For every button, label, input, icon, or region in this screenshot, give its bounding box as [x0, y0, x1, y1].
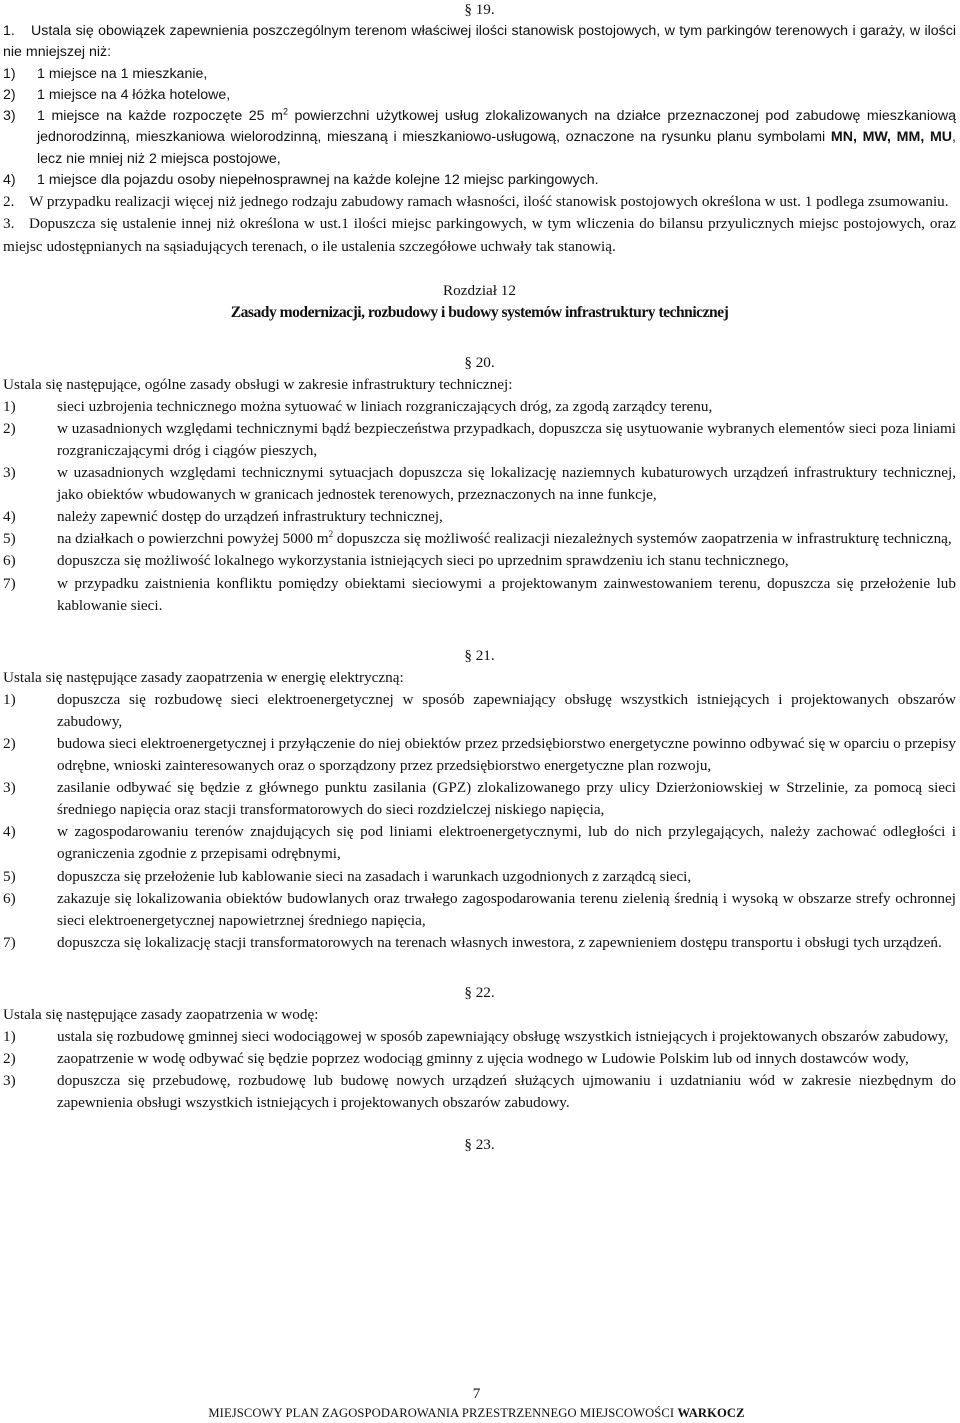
- list-item: [3, 170, 956, 191]
- list-item: [3, 1048, 956, 1070]
- list-item: [3, 888, 956, 932]
- page-footer: [0, 1404, 953, 1422]
- list-item-number: 7): [3, 933, 16, 951]
- list-item-number: 5): [3, 867, 16, 885]
- list-item: [3, 932, 956, 954]
- list-item: [3, 1026, 956, 1048]
- list-item: [3, 777, 956, 821]
- section-heading-22: § 22.: [464, 983, 495, 1001]
- list-item-text: należy zapewnić dostęp do urządzeń infrastruktury technicznej,: [57, 508, 443, 526]
- section-intro: Ustala się następujące, ogólne zasady obsługi w zakresie infrastruktury technicznej:: [3, 375, 513, 393]
- list-item: [3, 506, 956, 528]
- paragraph-text: W przypadku realizacji więcej niż jednego rodzaju zabudowy ramach własności, ilość stanowisk postojowych określona w ust. 1 podlega zsumowaniu.: [29, 193, 949, 211]
- list-item: [3, 689, 956, 733]
- list-item-number: 3): [3, 1072, 16, 1090]
- list-item: [3, 550, 956, 572]
- section-intro: Ustala się następujące zasady zaopatrzenia w energię elektryczną:: [3, 668, 404, 686]
- list-item: [3, 396, 956, 418]
- paragraph-2: [3, 191, 956, 213]
- list-item-number: 3): [3, 108, 16, 125]
- list-item-text: sieci uzbrojenia technicznego można sytuować w liniach rozgraniczających dróg, za zgodą zarządcy terenu,: [57, 397, 713, 415]
- list-item-text: dopuszcza się rozbudowę sieci elektroenergetycznej w sposób zapewniający obsługę wszystkich istniejących i projektowanych obszarów zabudowy,: [57, 690, 956, 730]
- list-item-number: 3): [3, 779, 16, 797]
- superscript: 2: [328, 529, 334, 540]
- list-item-text: ustala się rozbudowę gminnej sieci wodociągowej w sposób zapewniający obsługę wszystkich istniejących i projektowanych obszarów zabudowy,: [57, 1028, 949, 1045]
- paragraph-text: Dopuszcza się ustalenie innej niż określona w ust.1 ilości miejsc parkingowych, w tym wliczenia do bilansu przyulicznych miejsc postojowych, oraz miejsc udostępnianych na sąsiadujących terenach, o ile ustalenia szczegółowe uchwały tak stanowią.: [3, 215, 956, 255]
- section-heading-23: § 23.: [464, 1136, 495, 1154]
- list-item-text: 1 miejsce na 1 mieszkanie,: [37, 65, 208, 82]
- list-item: [3, 64, 956, 85]
- list-item-text: zasilanie odbywać się będzie z głównego punktu zasilania (GPZ) zlokalizowanego przy ulicy Dzierżoniowskiej w Strzelinie, za pomocą sieci średniego napięcia oraz stacji transformatorowych do sieci rozdzielczej niskiego napięcia,: [57, 779, 956, 819]
- chapter-label: Rozdział 12: [443, 281, 516, 299]
- list-item: [3, 866, 956, 888]
- chapter-title: Zasady modernizacji, rozbudowy i budowy systemów infrastruktury technicznej: [230, 303, 729, 321]
- paragraph-1: [3, 21, 956, 64]
- list-item: [3, 106, 956, 170]
- list-item-text: zaopatrzenie w wodę odbywać się będzie poprzez wodociąg gminny z ujęcia wodnego w Ludowie Polskim lub od innych dostawców wody,: [57, 1050, 909, 1068]
- page-number: 7: [472, 1385, 481, 1402]
- list-item-number: 6): [3, 889, 16, 907]
- list-item: [3, 733, 956, 777]
- footer-text: MIEJSCOWY PLAN ZAGOSPODAROWANIA PRZESTRZENNEGO MIEJSCOWOŚCI: [208, 1406, 678, 1420]
- list-item-text: dopuszcza się możliwość lokalnego wykorzystania istniejących sieci po uprzednim sprawdzeniu ich stanu technicznego,: [57, 552, 789, 570]
- list-item-number: 2): [3, 419, 16, 437]
- footer-location: WARKOCZ: [677, 1406, 745, 1420]
- list-item-text: dopuszcza się przebudowę, rozbudowę lub budowę nowych urządzeń służących ujmowaniu i uzdatnianiu wód w zakresie niezbędnym do zapewnienia obsługi wszystkich istniejących i projektowanych obszarów zabudowy.: [57, 1072, 956, 1112]
- list-item: [3, 462, 956, 506]
- list-item-number: 6): [3, 552, 16, 570]
- list-item-text: w zagospodarowaniu terenów znajdujących się pod liniami elektroenergetycznymi, lub do nich przylegających, należy zachować odległości i ograniczenia zgodnie z przepisami odrębnymi,: [57, 823, 956, 863]
- list-item-number: 7): [3, 574, 16, 592]
- section-heading-21: § 21.: [464, 646, 495, 664]
- list-item-number: 1): [3, 65, 16, 82]
- list-item-text: budowa sieci elektroenergetycznej i przyłączenie do niej obiektów przez przedsiębiorstwo energetyczne powinno odbywać się w oparciu o przepisy odrębne, wnioski zainteresowanych oraz o sporządzony przez przedsiębiorstwo energetyczne plan rozwoju,: [57, 734, 956, 775]
- list-item-text: 1 miejsce na każde rozpoczęte 25 m: [37, 108, 283, 125]
- list-item-text: dopuszcza się możliwość realizacji niezależnych systemów zaopatrzenia w infrastrukturę techniczną,: [333, 530, 952, 548]
- list-item-text: , lecz nie mniej niż 2 miejsca postojowe,: [37, 129, 956, 167]
- section-heading-19: § 19.: [464, 1, 495, 18]
- paragraph-text: Ustala się obowiązek zapewnienia poszczególnym terenom właściwej ilości stanowisk postojowych, w tym parkingów terenowych i garaży, w ilości nie mniejszej niż:: [3, 23, 956, 61]
- section-19-body: [3, 21, 956, 191]
- list-item-number: 1): [3, 1028, 16, 1045]
- section-heading-20: § 20.: [464, 353, 495, 371]
- list-item-text: 1 miejsce na 4 łóżka hotelowe,: [37, 86, 231, 103]
- list-item-number: 1): [3, 690, 16, 708]
- list-item-number: 1): [3, 397, 16, 415]
- list-item-text: powierzchni użytkowej usług zlokalizowanych na działce przeznaczonej pod zabudowę mieszkaniową jednorodzinną, mieszkaniowa wielorodzinną, mieszaną i mieszkaniowo-usługową, oznaczone na rysunku planu symbolami: [37, 108, 956, 146]
- list-item-text: w uzasadnionych względami technicznymi bądź bezpieczeństwa przypadkach, dopuszcza się usytuowanie wybranych elementów sieci poza liniami rozgraniczającymi dróg i ciągów pieszych,: [57, 419, 956, 459]
- list-item: [3, 528, 956, 550]
- list-item-text: 1 miejsce dla pojazdu osoby niepełnosprawnej na każde kolejne 12 miejsc parkingowych.: [37, 172, 599, 189]
- list-item-text: na działkach o powierzchni powyżej 5000 m: [57, 530, 329, 548]
- list-item-text: zakazuje się lokalizowania obiektów budowlanych oraz trwałego zagospodarowania terenu zielenią średnią i wysoką w obszarze strefy ochronnej sieci elektroenergetycznej napowietrznej średniego napięcia,: [57, 889, 956, 929]
- list-item-text: w przypadku zaistnienia konfliktu pomiędzy obiektami sieciowymi a projektowanym zainwestowaniem terenu, dopuszcza się przełożenie lub kablowanie sieci.: [57, 574, 956, 614]
- list-item-number: 4): [3, 823, 16, 841]
- section-intro: Ustala się następujące zasady zaopatrzenia w wodę:: [3, 1005, 319, 1023]
- zoning-symbols: MN, MW, MM, MU: [830, 129, 953, 146]
- list-item: [3, 573, 956, 617]
- paragraph-number: 3.: [3, 215, 15, 233]
- list-item-number: 2): [3, 86, 16, 103]
- paragraph-3: [3, 213, 956, 257]
- list-item-number: 2): [3, 1050, 16, 1068]
- paragraph-number: 1.: [3, 23, 15, 39]
- list-item-text: w uzasadnionych względami technicznymi sytuacjach dopuszcza się lokalizację naziemnych kubaturowych urządzeń infrastruktury technicznej, jako obiektów wbudowanych w granicach jednostek terenowych, przeznaczonych na inne funkcje,: [57, 464, 956, 504]
- superscript: 2: [282, 106, 288, 117]
- list-item-number: 2): [3, 734, 16, 752]
- paragraph-number: 2.: [3, 193, 15, 211]
- list-item: [3, 1070, 956, 1114]
- list-item-number: 4): [3, 508, 16, 526]
- list-item-text: dopuszcza się lokalizację stacji transformatorowych na terenach własnych inwestora, z zapewnieniem dostępu transportu i obsługi tych urządzeń.: [57, 933, 942, 951]
- document-page: [3, 0, 956, 1156]
- list-item-number: 4): [3, 172, 16, 189]
- list-item-text: dopuszcza się przełożenie lub kablowanie sieci na zasadach i warunkach uzgodnionych z zarządcą sieci,: [57, 867, 692, 885]
- list-item-number: 3): [3, 464, 16, 482]
- list-item: [3, 418, 956, 462]
- list-item-number: 5): [3, 530, 16, 548]
- list-item: [3, 85, 956, 106]
- list-item: [3, 821, 956, 865]
